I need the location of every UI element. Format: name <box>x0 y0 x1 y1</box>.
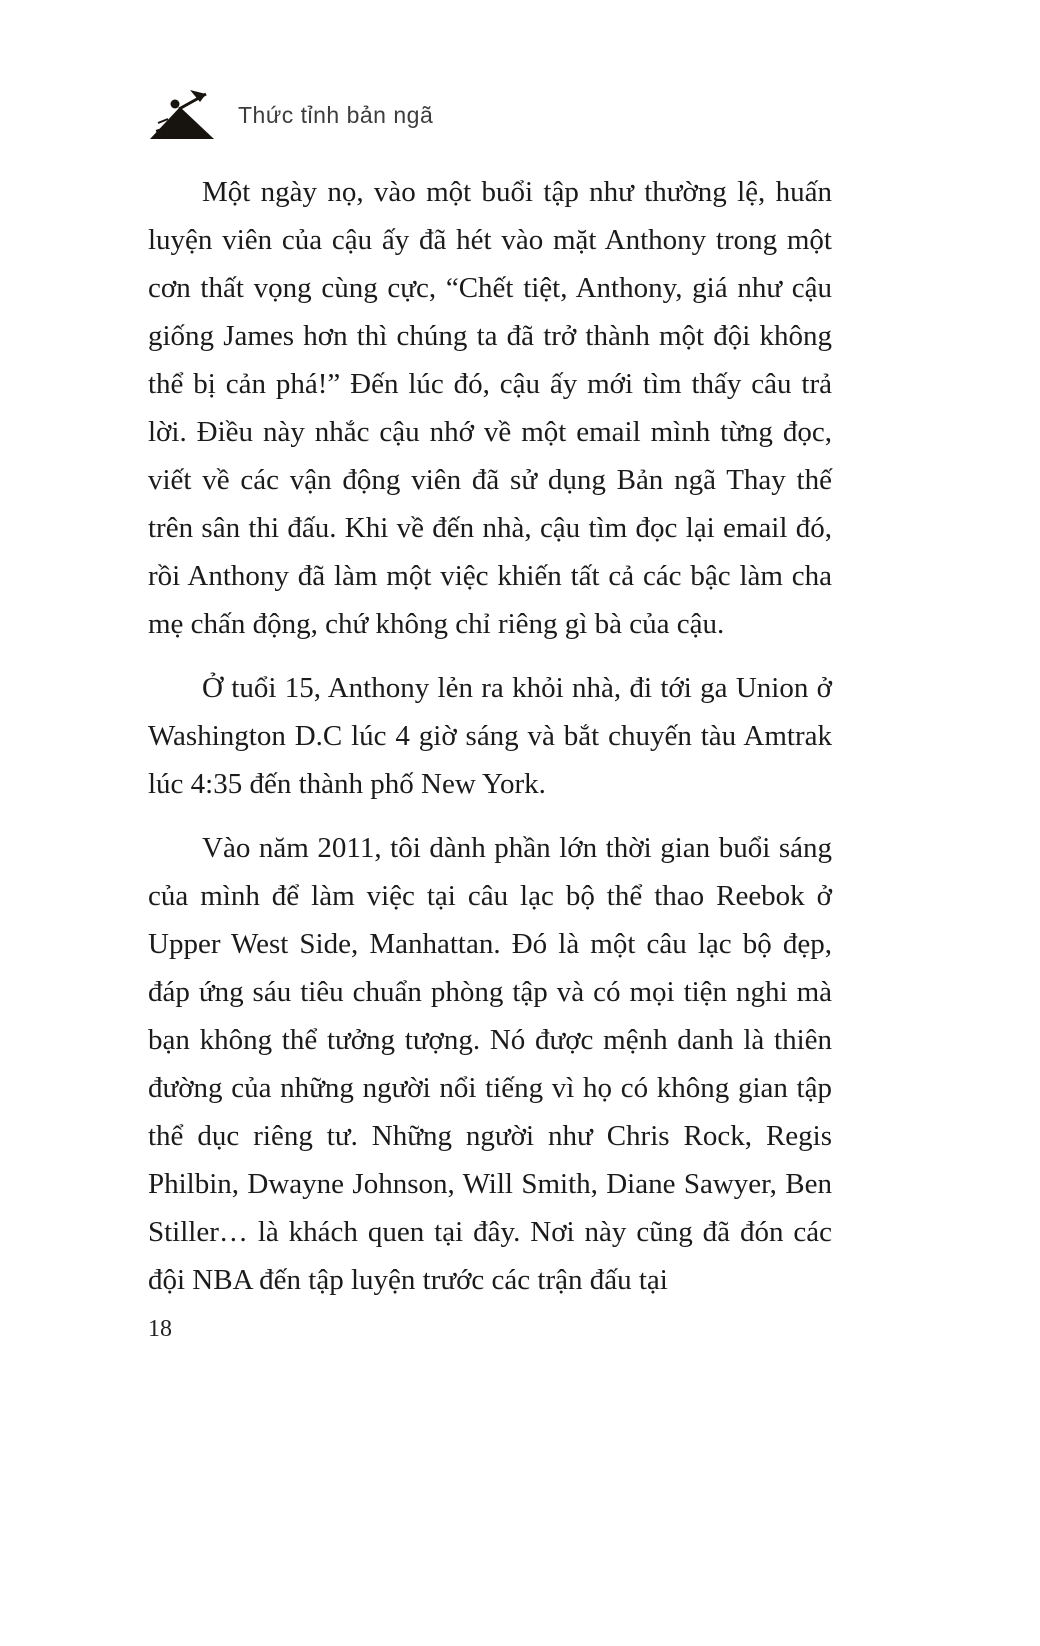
body-paragraph: Một ngày nọ, vào một buổi tập như thường lệ, huấn luyện viên của cậu ấy đã hét vào mặt Anthony trong một cơn thất vọng cùng cực, “Chết tiệt, Anthony, giá như cậu giống James hơn thì chúng ta đã trở thành một đội không thể bị cản phá!” Đến lúc đó, cậu ấy mới tìm thấy câu trả lời. Điều này nhắc cậu nhớ về một email mình từng đọc, viết về các vận động viên đã sử dụng Bản ngã Thay thế trên sân thi đấu. Khi về đến nhà, cậu tìm đọc lại email đó, rồi Anthony đã làm một việc khiến tất cả các bậc làm cha mẹ chấn động, chứ không chỉ riêng gì bà của cậu. <box>148 176 832 640</box>
mountain-climber-flag-icon <box>148 89 218 141</box>
body-paragraph: Vào năm 2011, tôi dành phần lớn thời gian buổi sáng của mình để làm việc tại câu lạc bộ thể thao Reebok ở Upper West Side, Manhattan. Đó là một câu lạc bộ đẹp, đáp ứng sáu tiêu chuẩn phòng tập và có mọi tiện nghi mà bạn không thể tưởng tượng. Nó được mệnh danh là thiên đường của những người nổi tiếng vì họ có không gian tập thể dục riêng tư. Những người như Chris Rock, Regis Philbin, Dwayne Johnson, Will Smith, Diane Sawyer, Ben Stiller… là khách quen tại đây. Nơi này cũng đã đón các đội NBA đến tập luyện trước các trận đấu tại <box>148 832 832 1296</box>
page-number: 18 <box>148 1316 172 1342</box>
page-header <box>148 88 832 142</box>
running-head-title: Thức tỉnh bản ngã <box>238 101 434 128</box>
body-paragraph: Ở tuổi 15, Anthony lẻn ra khỏi nhà, đi tới ga Union ở Washington D.C lúc 4 giờ sáng và bắt chuyến tàu Amtrak lúc 4:35 đến thành phố New York. <box>148 672 832 800</box>
page-body <box>148 168 832 1304</box>
